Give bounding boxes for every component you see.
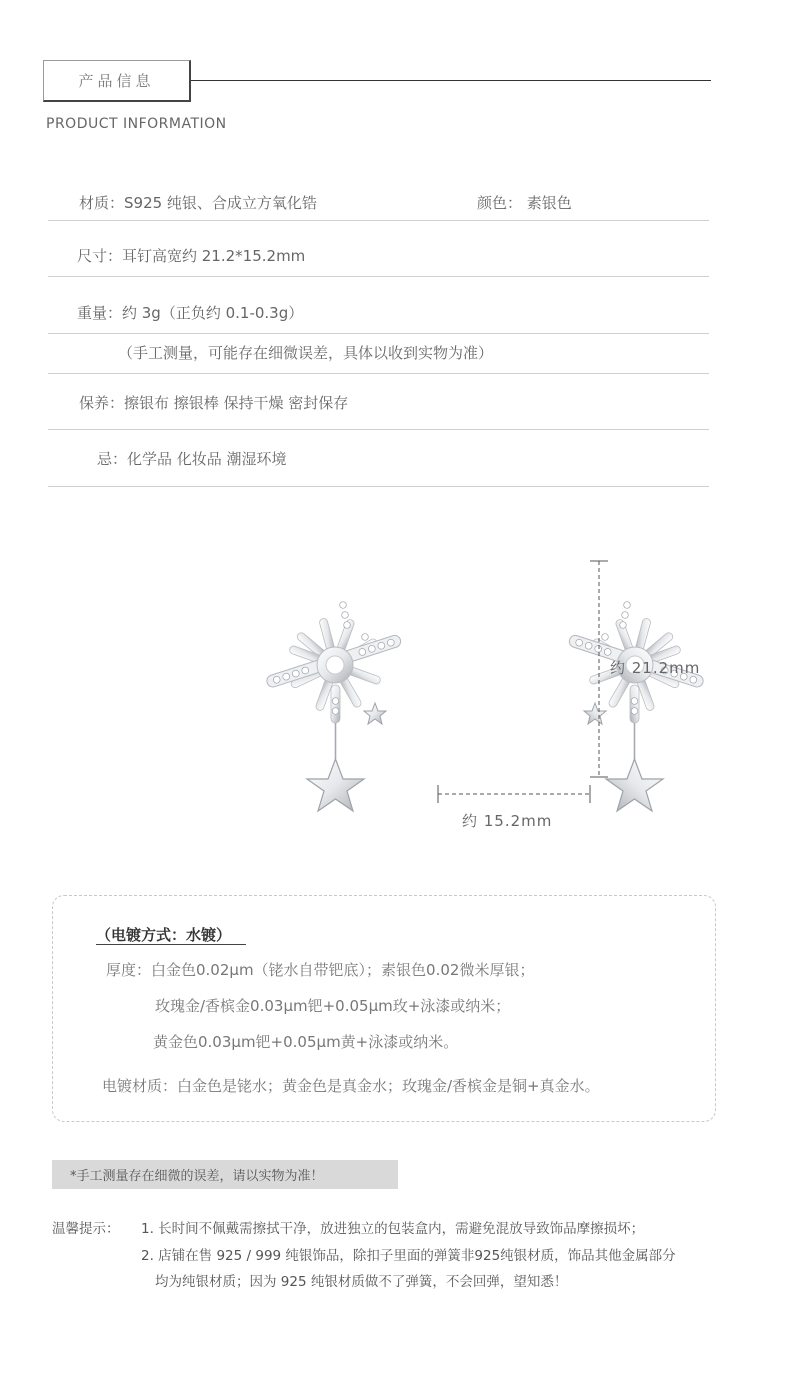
- section-title: 产品信息: [78, 72, 155, 90]
- plating-title: （电镀方式：水镀）: [96, 926, 232, 944]
- width-label: 约 15.2mm: [462, 812, 553, 830]
- width-dimension-line: [438, 785, 590, 803]
- spec-avoid: 忌：化学品 化妆品 潮湿环境: [97, 450, 287, 468]
- height-label: 约 21.2mm: [610, 659, 701, 677]
- section-subtitle: PRODUCT INFORMATION: [46, 116, 227, 132]
- divider: [48, 429, 709, 430]
- divider: [48, 373, 709, 374]
- spec-material: 材质：S925 纯银、合成立方氧化锆: [79, 194, 317, 212]
- measurement-notice-text: *手工测量存在细微的误差，请以实物为准！: [70, 1169, 324, 1184]
- tips-label: 温馨提示：: [52, 1221, 120, 1237]
- plating-thickness-1: 厚度：白金色0.02μm（铑水自带钯底）；素银色0.02微米厚银；: [106, 961, 535, 979]
- tip-item-2-line-1: 2. 店铺在售 925 / 999 纯银饰品，除扣子里面的弹簧非925纯银材质，饰品其他金属部分: [141, 1248, 676, 1264]
- height-dimension-line: [590, 561, 608, 777]
- header-rule: [191, 80, 711, 81]
- earring-product-image: [250, 555, 720, 840]
- spec-care: 保养：擦银布 擦银棒 保持干燥 密封保存: [79, 394, 349, 412]
- section-title-box: [43, 60, 191, 102]
- plating-thickness-3: 黄金色0.03μm钯+0.05μm黄+泳漆或纳米。: [153, 1033, 459, 1051]
- plating-thickness-2: 玫瑰金/香槟金0.03μm钯+0.05μm玫+泳漆或纳米；: [155, 997, 511, 1015]
- plating-title-underline: [96, 944, 246, 945]
- tip-item-2-line-2: 均为纯银材质；因为 925 纯银材质做不了弹簧，不会回弹，望知悉！: [155, 1274, 568, 1290]
- spec-weight: 重量：约 3g（正负约 0.1-0.3g）: [77, 304, 304, 322]
- divider: [48, 276, 709, 277]
- divider: [48, 486, 709, 487]
- spec-measure-note: （手工测量，可能存在细微误差，具体以收到实物为准）: [118, 344, 494, 362]
- spec-color: 颜色： 素银色: [477, 194, 572, 212]
- divider: [48, 333, 709, 334]
- tip-item-1: 1. 长时间不佩戴需擦拭干净，放进独立的包装盒内，需避免混放导致饰品摩擦损坏；: [141, 1221, 645, 1237]
- measurement-notice: [52, 1160, 398, 1189]
- divider: [48, 220, 709, 221]
- plating-material: 电镀材质：白金色是铑水；黄金色是真金水；玫瑰金/香槟金是铜+真金水。: [102, 1077, 600, 1095]
- spec-size: 尺寸：耳钉高宽约 21.2*15.2mm: [77, 247, 306, 265]
